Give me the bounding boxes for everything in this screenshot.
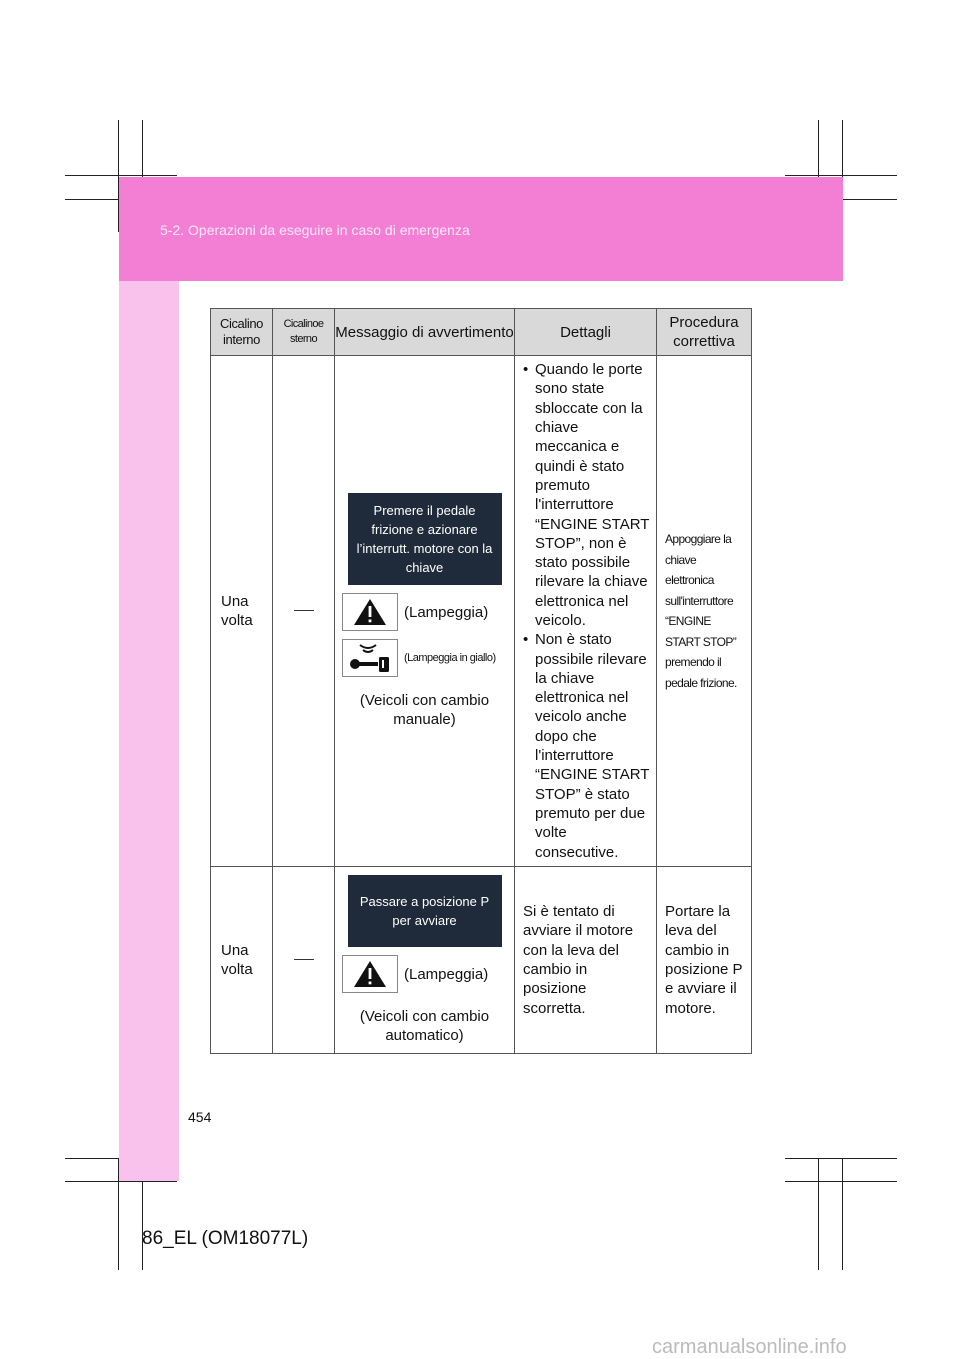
procedure-cell (657, 867, 752, 1054)
external-buzzer-cell (273, 356, 335, 867)
details-cell (515, 356, 657, 867)
watermark: carmanualsonline.info (652, 1336, 847, 1358)
icon-status-label: (Lampeggia in giallo) (404, 652, 496, 664)
details-cell (515, 867, 657, 1054)
external-buzzer-cell (273, 867, 335, 1054)
dash-mark (294, 610, 314, 611)
vehicle-note: (Veicoli con cambio manuale) (359, 692, 490, 728)
internal-buzzer-cell (211, 356, 273, 867)
detail-item: • Quando le porte sono state sbloccate con la chiave meccanica e quindi è stato premuto l'interruttore “ENGINE START STOP”, non è stato possibile rilevare la chiave elettronica nel veicolo. (523, 360, 650, 630)
smart-key-icon (342, 639, 398, 677)
warning-message-display: Passare a posizione P per avviare (348, 875, 502, 947)
table-header-row (211, 309, 752, 356)
header-external-buzzer: Cicalinoe sterno (273, 309, 335, 356)
warning-message-display: Premere il pedale frizione e azionare l’interrutt. motore con la chiave (348, 493, 502, 585)
table-row (211, 356, 752, 867)
detail-item: • Non è stato possibile rilevare la chiave elettronica nel veicolo anche dopo che l'interruttore “ENGINE START STOP” è stato premuto per due volte consecutive. (523, 630, 650, 862)
header-internal-buzzer: Cicalino interno (211, 309, 273, 356)
section-title: 5-2. Operazioni da eseguire in caso di emergenza (160, 222, 470, 238)
procedure-text: Appoggiare la chiave elettronica sull'interruttore “ENGINE START STOP” premendo il pedale frizione. (665, 532, 737, 690)
header-procedure: Procedura correttiva (657, 309, 752, 356)
warning-triangle-icon (342, 955, 398, 993)
header-warning-message: Messaggio di avvertimento (335, 309, 515, 356)
crop-mark (785, 1181, 897, 1182)
crop-mark (65, 175, 177, 176)
crop-mark (65, 1181, 177, 1182)
page-number: 454 (188, 1109, 212, 1125)
warning-triangle-icon (342, 593, 398, 631)
message-cell (335, 356, 515, 867)
detail-text: Si è tentato di avviare il motore con la leva del cambio in posizione scorretta. (523, 903, 634, 1017)
warning-table (210, 308, 752, 1054)
crop-mark (818, 1158, 819, 1270)
message-cell (335, 867, 515, 1054)
icon-status-label: (Lampeggia) (404, 603, 489, 621)
internal-buzzer-value: Una volta (221, 942, 253, 978)
table-row (211, 867, 752, 1054)
document-id: 86_EL (OM18077L) (142, 1228, 309, 1249)
header-details: Dettagli (515, 309, 657, 356)
internal-buzzer-cell (211, 867, 273, 1054)
side-band (119, 281, 179, 1181)
crop-mark (785, 1158, 897, 1159)
crop-mark (842, 1158, 843, 1270)
procedure-text: Portare la leva del cambio in posizione P e avviare il motore. (665, 903, 743, 1017)
vehicle-note: (Veicoli con cambio automatico) (359, 1008, 490, 1044)
icon-status-label: (Lampeggia) (404, 965, 489, 983)
procedure-cell (657, 356, 752, 867)
dash-mark (294, 959, 314, 960)
crop-mark (785, 175, 897, 176)
internal-buzzer-value: Una volta (221, 593, 253, 629)
